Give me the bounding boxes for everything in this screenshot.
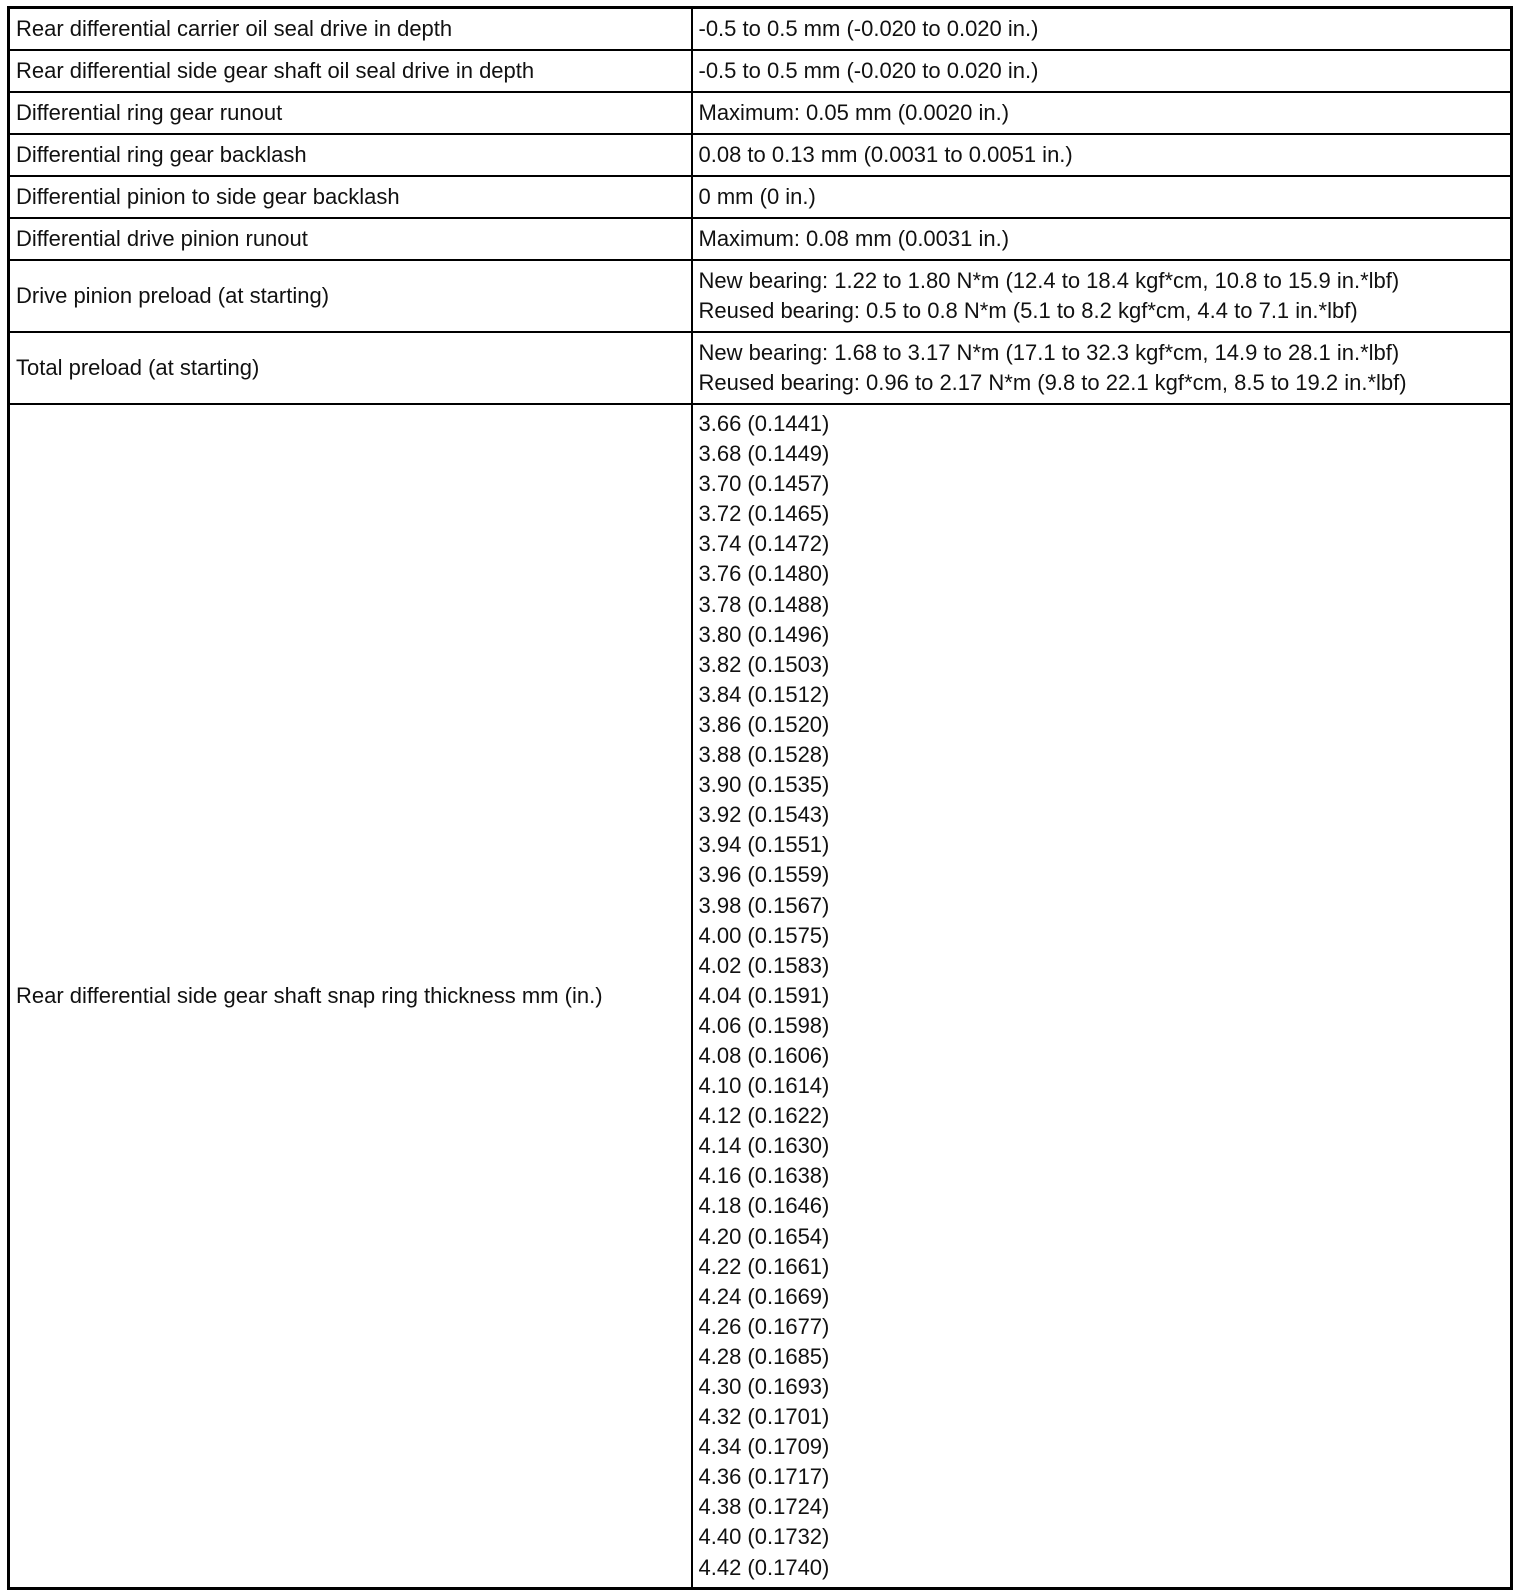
- snap-ring-thickness-item: 4.40 (0.1732): [698, 1524, 830, 1550]
- snap-ring-thickness-item: 4.24 (0.1669): [698, 1283, 830, 1309]
- spec-value: [692, 260, 1512, 332]
- snap-ring-thickness-item: 3.74 (0.1472): [698, 531, 830, 557]
- snap-ring-thickness-item: 3.76 (0.1480): [698, 561, 830, 587]
- snap-ring-thickness-item: 3.98 (0.1567): [698, 892, 830, 918]
- table-row: [9, 50, 1512, 92]
- snap-ring-thickness-item: 3.88 (0.1528): [698, 742, 830, 768]
- snap-ring-thickness-item: 3.78 (0.1488): [698, 591, 830, 617]
- snap-ring-thickness-item: 4.16 (0.1638): [698, 1163, 830, 1189]
- snap-ring-thickness-item: 3.84 (0.1512): [698, 681, 830, 707]
- table-row: [9, 176, 1512, 218]
- snap-ring-value-list: [692, 404, 1512, 1588]
- spec-value: [692, 332, 1512, 404]
- snap-ring-thickness-item: 3.80 (0.1496): [698, 621, 830, 647]
- spec-value-line: Reused bearing: 0.5 to 0.8 N*m (5.1 to 8.2 kgf*cm, 4.4 to 7.1 in.*lbf): [698, 298, 1358, 323]
- spec-value-line: New bearing: 1.22 to 1.80 N*m (12.4 to 18.4 kgf*cm, 10.8 to 15.9 in.*lbf): [698, 268, 1400, 293]
- snap-ring-thickness-item: 3.82 (0.1503): [698, 651, 830, 677]
- snap-ring-thickness-item: 4.42 (0.1740): [698, 1554, 830, 1580]
- snap-ring-thickness-item: 3.94 (0.1551): [698, 832, 830, 858]
- spec-label: Differential drive pinion runout: [9, 218, 692, 260]
- snap-ring-thickness-item: 4.28 (0.1685): [698, 1343, 830, 1369]
- spec-label: Rear differential carrier oil seal drive in depth: [9, 8, 692, 51]
- snap-ring-thickness-item: 3.72 (0.1465): [698, 501, 830, 527]
- snap-ring-thickness-item: 4.06 (0.1598): [698, 1012, 830, 1038]
- spec-value-line: New bearing: 1.68 to 3.17 N*m (17.1 to 32.3 kgf*cm, 14.9 to 28.1 in.*lbf): [698, 340, 1400, 365]
- snap-ring-thickness-item: 4.12 (0.1622): [698, 1103, 830, 1129]
- spec-value: -0.5 to 0.5 mm (-0.020 to 0.020 in.): [692, 8, 1512, 51]
- snap-ring-thickness-item: 3.66 (0.1441): [698, 411, 830, 436]
- snap-ring-thickness-item: 4.20 (0.1654): [698, 1223, 830, 1249]
- spec-label: Total preload (at starting): [9, 332, 692, 404]
- snap-ring-thickness-item: 4.04 (0.1591): [698, 982, 830, 1008]
- spec-label: Rear differential side gear shaft snap ring thickness mm (in.): [9, 404, 692, 1588]
- snap-ring-thickness-item: 3.70 (0.1457): [698, 471, 830, 497]
- table-row: [9, 134, 1512, 176]
- snap-ring-thickness-item: 3.90 (0.1535): [698, 772, 830, 798]
- table-row: [9, 218, 1512, 260]
- spec-label: Differential ring gear backlash: [9, 134, 692, 176]
- snap-ring-thickness-item: 4.26 (0.1677): [698, 1313, 830, 1339]
- snap-ring-thickness-item: 4.22 (0.1661): [698, 1253, 830, 1279]
- snap-ring-thickness-item: 4.36 (0.1717): [698, 1464, 830, 1490]
- table-row: [9, 92, 1512, 134]
- snap-ring-thickness-item: 3.92 (0.1543): [698, 802, 830, 828]
- snap-ring-thickness-item: 4.08 (0.1606): [698, 1042, 830, 1068]
- spec-table: [7, 6, 1513, 1590]
- spec-value: Maximum: 0.08 mm (0.0031 in.): [692, 218, 1512, 260]
- spec-label: Rear differential side gear shaft oil seal drive in depth: [9, 50, 692, 92]
- snap-ring-thickness-item: 4.10 (0.1614): [698, 1073, 830, 1099]
- snap-ring-thickness-item: 3.96 (0.1559): [698, 862, 830, 888]
- spec-label: Differential ring gear runout: [9, 92, 692, 134]
- snap-ring-thickness-item: 4.32 (0.1701): [698, 1404, 830, 1430]
- spec-label: Differential pinion to side gear backlash: [9, 176, 692, 218]
- spec-value: -0.5 to 0.5 mm (-0.020 to 0.020 in.): [692, 50, 1512, 92]
- table-row: [9, 8, 1512, 51]
- snap-ring-thickness-item: 4.02 (0.1583): [698, 952, 830, 978]
- spec-value-line: Reused bearing: 0.96 to 2.17 N*m (9.8 to 22.1 kgf*cm, 8.5 to 19.2 in.*lbf): [698, 370, 1407, 395]
- snap-ring-thickness-item: 3.68 (0.1449): [698, 441, 830, 467]
- snap-ring-thickness-item: 4.18 (0.1646): [698, 1193, 830, 1219]
- spec-value: 0 mm (0 in.): [692, 176, 1512, 218]
- snap-ring-thickness-item: 4.38 (0.1724): [698, 1494, 830, 1520]
- spec-value: 0.08 to 0.13 mm (0.0031 to 0.0051 in.): [692, 134, 1512, 176]
- table-row: [9, 404, 1512, 1588]
- snap-ring-thickness-item: 3.86 (0.1520): [698, 711, 830, 737]
- spec-value: Maximum: 0.05 mm (0.0020 in.): [692, 92, 1512, 134]
- table-row: [9, 332, 1512, 404]
- snap-ring-thickness-item: 4.14 (0.1630): [698, 1133, 830, 1159]
- table-row: [9, 260, 1512, 332]
- snap-ring-thickness-item: 4.00 (0.1575): [698, 922, 830, 948]
- snap-ring-thickness-item: 4.34 (0.1709): [698, 1434, 830, 1460]
- spec-label: Drive pinion preload (at starting): [9, 260, 692, 332]
- snap-ring-thickness-item: 4.30 (0.1693): [698, 1374, 830, 1399]
